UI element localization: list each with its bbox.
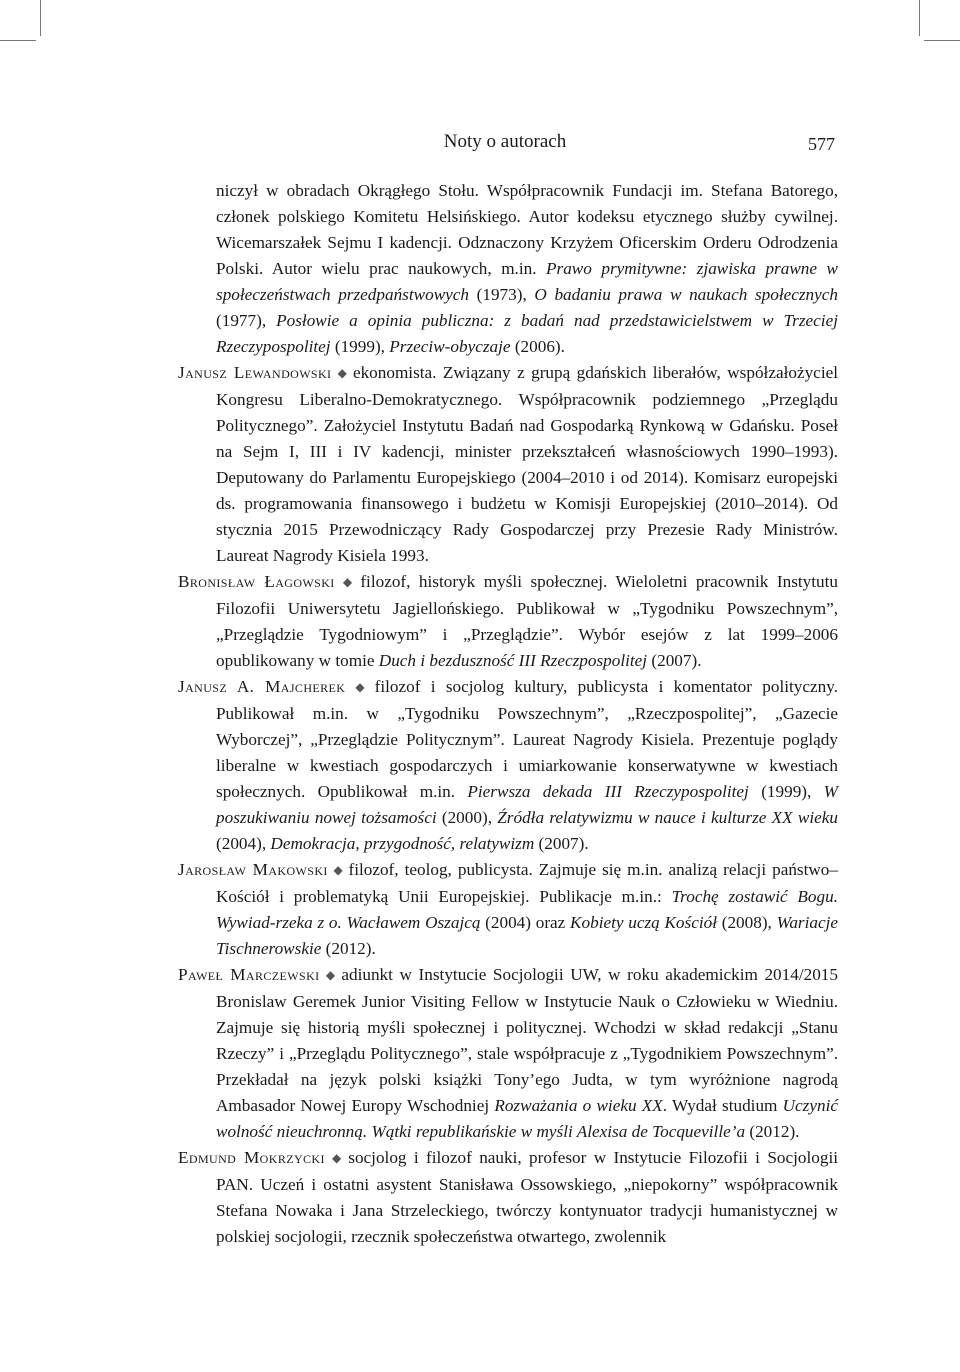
crop-mark-left (40, 0, 41, 36)
text-run: (2006). (510, 337, 565, 356)
text-run: adiunkt w Instytucie Socjologii UW, w roku akademickim 2014/2015 Bronislaw Geremek Junior Visiting Fellow w Instytucie Nauk o Człowieku w Wiedniu. Zajmuje się historią myśli społecznej i politycznej. Wchodzi w skład redakcji „Stanu Rzeczy” i „Przeglądu Politycznego”, stale współpracuje z „Tygodnikiem Powszechnym”. Przekładał na język polski książki Tony’ego Judta, w tym wyróżnione nagrodą Ambasador Nowej Europy Wschodniej (216, 965, 838, 1115)
text-run: filozof i socjolog kultury, publicysta i komentator polityczny. Publikował m.in. w „Tygodniku Powszechnym”, „Rzeczpospolitej”, „Gazecie Wyborczej”, „Przeglądzie Politycznym”. Laureat Nagrody Kisiela. Prezentuje poglądy liberalne w kwestiach gospodarczych i umiarkowanie konserwatywne w kwestiach społecznych. Opublikował m.in. (216, 677, 839, 801)
author-entry (178, 1145, 838, 1250)
text-run: (1999), (748, 782, 824, 801)
crop-mark-right (919, 0, 920, 36)
text-run: . Wydał studium (662, 1096, 783, 1115)
italic-title: Posłowie a opinia publiczna: z badań nad przedstawicielstwem w Trzeciej Rzeczypospolitej (216, 311, 838, 356)
author-name: Janusz Lewandowski (178, 363, 332, 382)
crop-mark-right-horizontal (924, 40, 960, 41)
author-entry (178, 569, 838, 674)
text-run: (2007). (647, 651, 702, 670)
text-run: (1999), (330, 337, 390, 356)
italic-title: Demokracja, przygodność, relatywizm (270, 834, 535, 853)
text-run: niczył w obradach Okrągłego Stołu. Współpracownik Fundacji im. Stefana Batorego, członek polskiego Komitetu Helsińskiego. Autor kodeksu etycznego służby cywilnej. Wicemarszałek Sejmu I kadencji. Odznaczony Krzyżem Oficerskim Orderu Odrodzenia Polski. Autor wielu prac naukowych, m.in. (216, 181, 838, 278)
diamond-separator-icon: ◆ (328, 1151, 345, 1165)
text-run: socjolog i filozof nauki, profesor w Instytucie Filozofii i Socjologii PAN. Uczeń i ostatni asystent Stanisława Ossowskiego, „niepokorny” współpracownik Stefana Nowaka i Jana Strzeleckiego, twórczy kontynuator tradycji humanistycznej w polskiej socjologii, rzecznik społeczeństwa otwartego, zwolennik (216, 1148, 838, 1246)
italic-title: Pierwsza dekada III Rzeczypospolitej (467, 782, 749, 801)
author-name: Jarosław Makowski (178, 860, 328, 879)
crop-mark-left-horizontal (0, 40, 36, 41)
text-run: filozof, teolog, publicysta. Zajmuje się m.in. analizą relacji państwo–Kościół i problematyką Unii Europejskiej. Publikacje m.in.: (216, 860, 838, 906)
italic-title: W poszukiwaniu nowej tożsamości (216, 782, 838, 827)
italic-title: Uczynić wolność nieuchronną. Wątki republikańskie w myśli Alexisa de Tocqueville’a (216, 1096, 838, 1141)
diamond-separator-icon: ◆ (323, 968, 338, 982)
text-run: (2008), (717, 913, 777, 932)
italic-title: Prawo prymitywne: zjawiska prawne w społeczeństwach przedpaństwowych (216, 259, 838, 304)
author-entry (178, 674, 838, 857)
continuation-paragraph (216, 178, 838, 360)
italic-title: Źródła relatywizmu w nauce i kulturze XX wieku (497, 808, 838, 827)
text-run: (2004), (216, 834, 271, 853)
diamond-separator-icon: ◆ (338, 575, 357, 589)
italic-title: O badaniu prawa w naukach społecznych (534, 285, 838, 304)
italic-title: Wariacje Tischnerowskie (216, 913, 839, 958)
diamond-separator-icon: ◆ (349, 680, 371, 694)
author-name: Janusz A. Majcherek (178, 677, 346, 696)
text-run: (1973), (469, 285, 535, 304)
text-run: ekonomista. Związany z grupą gdańskich liberałów, współzałożyciel Kongresu Liberalno-Demokratycznego. Współpracownik podziemnego „Przeglądu Politycznego”. Założyciel Instytutu Badań nad Gospodarką Rynkową w Gdańsku. Poseł na Sejm I, III i IV kadencji, minister przekształceń własnościowych 1990–1993). Deputowany do Parlamentu Europejskiego (2004–2010 i od 2014). Komisarz europejski ds. programowania finansowego i budżetu w Komisji Europejskiej (2010–2014). Od stycznia 2015 Przewodniczący Rady Gospodarczej przy Prezesie Rady Ministrów. Laureat Nagrody Kisiela 1993. (216, 363, 838, 565)
author-name: Edmund Mokrzycki (178, 1148, 325, 1167)
page-number: 577 (808, 134, 835, 154)
diamond-separator-icon: ◆ (335, 366, 349, 380)
diamond-separator-icon: ◆ (331, 863, 345, 877)
running-head (0, 128, 960, 158)
italic-title: Przeciw-obyczaje (389, 337, 511, 356)
italic-title: Duch i bezduszność III Rzeczpospolitej (378, 651, 648, 670)
author-entry (178, 962, 838, 1145)
italic-title: Trochę zostawić Bogu. Wywiad-rzeka z o. Wacławem Oszajcą (216, 887, 839, 932)
author-name: Paweł Marczewski (178, 965, 320, 984)
text-run: (1977), (216, 311, 277, 330)
text-run: (2004) oraz (480, 913, 571, 932)
italic-title: Kobiety uczą Kościół (570, 913, 717, 932)
text-run: filozof, historyk myśli społecznej. Wieloletni pracownik Instytutu Filozofii Uniwersytetu Jagiellońskiego. Publikował w „Tygodniku Powszechnym”, „Przeglądzie Tygodniowym” i „Przeglądzie”. Wybór esejów z lat 1999–2006 opublikowany w tomie (216, 572, 838, 670)
text-run: (2007). (534, 834, 589, 853)
text-run: (2012). (321, 939, 376, 958)
author-name: Bronisław Łagowski (178, 572, 335, 591)
text-run: (2012). (745, 1122, 800, 1141)
author-entry (178, 857, 838, 962)
running-title: Noty o autorach (443, 131, 567, 152)
italic-title: Rozważania o wieku XX (494, 1096, 663, 1115)
page-body (178, 178, 839, 1250)
author-entry (178, 360, 838, 569)
text-run: (2000), (436, 808, 498, 827)
author-entries (178, 360, 839, 1250)
